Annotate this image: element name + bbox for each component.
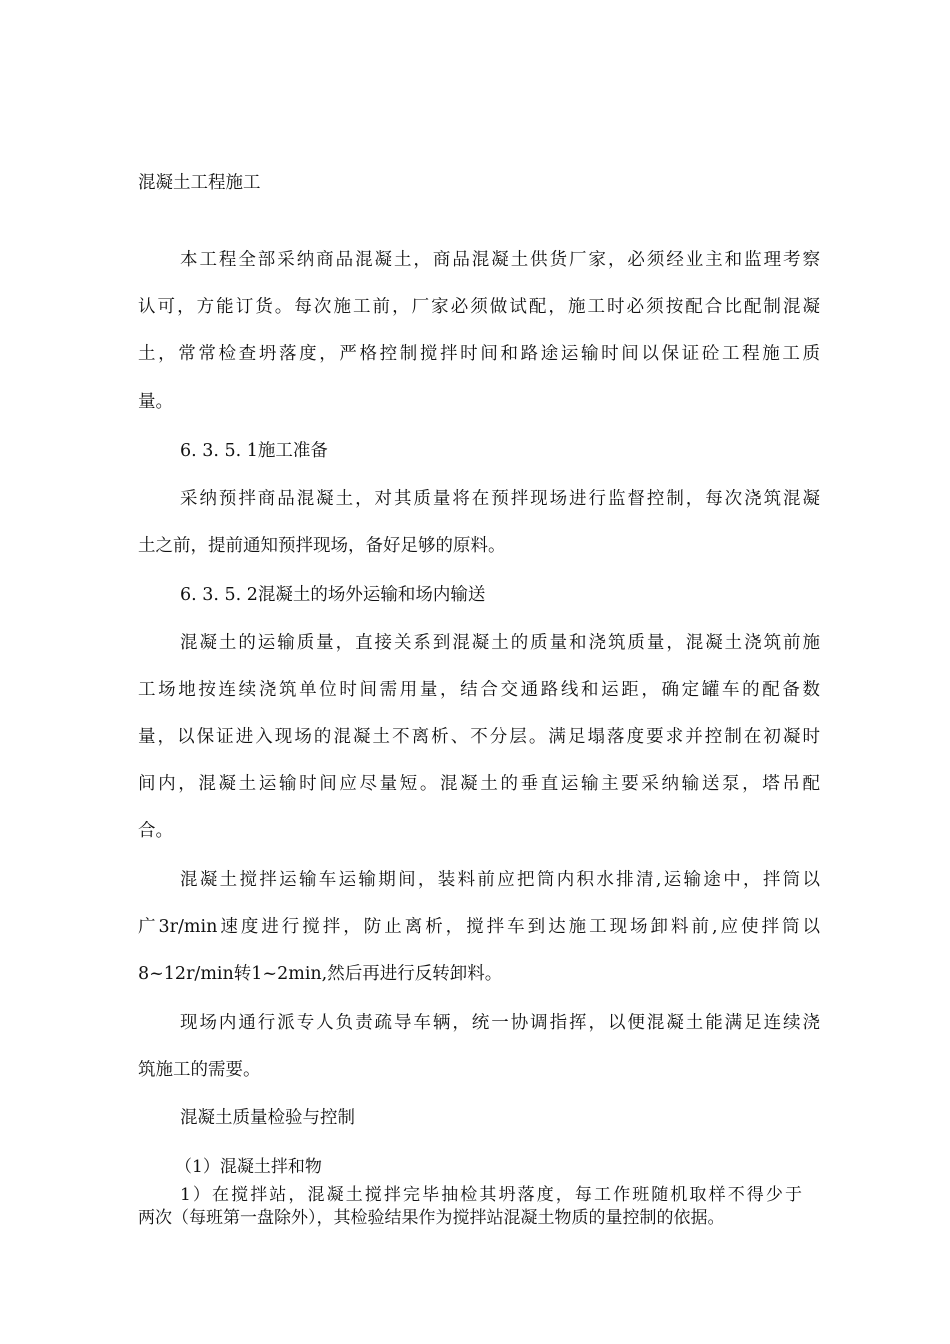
intro-line: 本工程全部采纳商品混凝土，商品混凝土供货厂家，必须经业主和监理考察 xyxy=(180,250,820,270)
document-title: 混凝土工程施工 xyxy=(138,173,261,193)
section-text-line: 混凝土搅拌运输车运输期间，装料前应把筒内积水排清,运输途中，拌筒以 xyxy=(180,870,820,890)
intro-line: 认可，方能订货。每次施工前，厂家必须做试配，施工时必须按配合比配制混凝 xyxy=(138,297,820,317)
section-text-line: 工场地按连续浇筑单位时间需用量，结合交通路线和运距，确定罐车的配备数 xyxy=(138,680,820,700)
section-text-line: 间内，混凝土运输时间应尽量短。混凝土的垂直运输主要采纳输送泵，塔吊配 xyxy=(138,774,820,794)
section-text-line: 采纳预拌商品混凝土，对其质量将在预拌现场进行监督控制，每次浇筑混凝 xyxy=(180,489,820,509)
section-heading: 6. 3. 5. 2混凝土的场外运输和场内输送 xyxy=(180,585,486,605)
section-text-line: 8~12r/min转1~2min,然后再进行反转卸料。 xyxy=(138,964,503,984)
section-text-line: 广3r/min速度进行搅拌，防止离析，搅拌车到达施工现场卸料前,应使拌筒以 xyxy=(138,917,820,937)
intro-line: 土，常常检查坍落度，严格控制搅拌时间和路途运输时间以保证砼工程施工质 xyxy=(138,344,820,364)
sub-heading: （1）混凝土拌和物 xyxy=(175,1157,322,1177)
section-text-line: 1）在搅拌站，混凝土搅拌完毕抽检其坍落度，每工作班随机取样不得少于 xyxy=(180,1185,802,1205)
section-text-line: 现场内通行派专人负责疏导车辆，统一协调指挥，以便混凝土能满足连续浇 xyxy=(180,1013,820,1033)
section-text-line: 量，以保证进入现场的混凝土不离析、不分层。满足塌落度要求并控制在初凝时 xyxy=(138,727,820,747)
section-heading: 混凝土质量检验与控制 xyxy=(180,1108,355,1128)
section-text-line: 筑施工的需要。 xyxy=(138,1060,261,1080)
section-text-line: 合。 xyxy=(138,821,173,841)
section-text-line: 两次（每班第一盘除外），其检验结果作为搅拌站混凝土物质的量控制的依据。 xyxy=(138,1208,725,1228)
intro-line: 量。 xyxy=(138,392,173,412)
section-heading: 6. 3. 5. 1施工准备 xyxy=(180,441,328,461)
section-text-line: 混凝土的运输质量，直接关系到混凝土的质量和浇筑质量，混凝土浇筑前施 xyxy=(180,633,820,653)
section-text-line: 土之前，提前通知预拌现场，备好足够的原料。 xyxy=(138,536,506,556)
